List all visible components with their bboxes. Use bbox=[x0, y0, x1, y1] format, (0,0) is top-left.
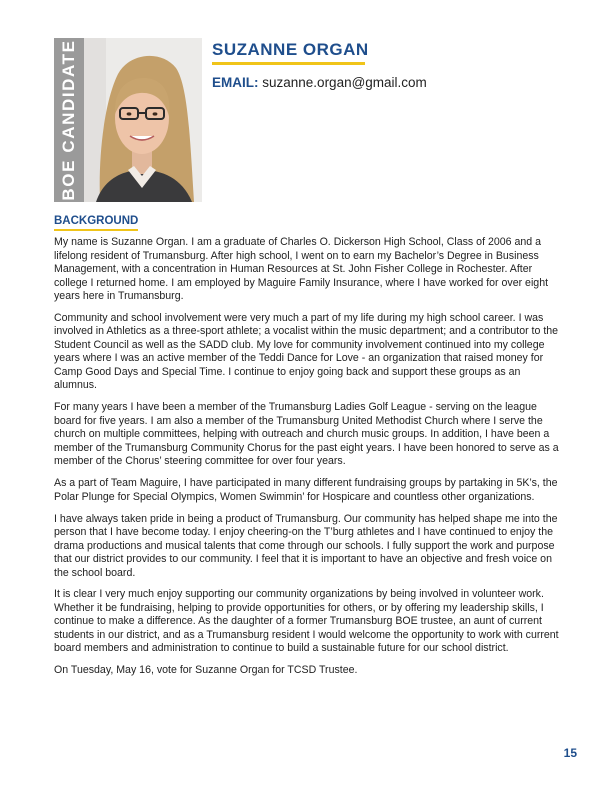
background-paragraph-6: It is clear I very much enjoy supporting our community organizations by being involved in volunteer work. Whether it be fundraising, helping to provide opportunities for others, or by offering my leadership skills, I continue to make a difference. As the daughter of a former Trumansburg BOE trustee, an aunt of current students in our district, and as a Trumansburg resident I would welcome the opportunity to work with current board members and administration to continue to build a sustainable future for our school district. bbox=[54, 588, 559, 655]
background-paragraph-3: For many years I have been a member of the Trumansburg Ladies Golf League - serving on the league board for five years. I am also a member of the Trumansburg United Methodist Church where I serve the church on multiple committees, helping with outreach and church music groups. In addition, I have been a member of the Trumansburg Community Chorus for the past eight years. I have been honored to serve as a member of the Chorus’ steering committee for over four years. bbox=[54, 401, 559, 468]
candidate-side-tab bbox=[54, 38, 84, 202]
page-number: 15 bbox=[563, 746, 577, 760]
background-paragraph-1: My name is Suzanne Organ. I am a graduate of Charles O. Dickerson High School, Class of 2006 and a lifelong resident of Trumansburg. After high school, I went on to earn my Bachelor’s Degree in Business Management, with a concentration in Human Resources at St. John Fisher College in Rochester. After college I returned home. I am employed by Maguire Family Insurance, where I have worked for over eight years here in Trumansburg. bbox=[54, 236, 549, 302]
background-paragraph-7: On Tuesday, May 16, vote for Suzanne Organ for TCSD Trustee. bbox=[54, 664, 358, 677]
background-heading: BACKGROUND bbox=[54, 215, 139, 227]
background-paragraph-2: Community and school involvement were very much a part of my life during my high school career. I was involved in Athletics as a three-sport athlete; a vocalist within the music department; and a contributor to the Student Council as well as the SADD club. My love for community involvement continued into my college years where I was an active member of the Teddi Dance for Love - an organization that raised money for Camp Good Days and Special Time. I continue to enjoy going back and support these groups as an alumnus. bbox=[54, 311, 559, 392]
candidate-tab-label: BOE CANDIDATE bbox=[59, 39, 78, 201]
background-paragraph-4: As a part of Team Maguire, I have participated in many different fundraising groups by partaking in 5K’s, the Polar Plunge for Special Olympics, Women Swimmin’ for Hospicare and countless other organizations. bbox=[54, 477, 558, 503]
background-body bbox=[54, 236, 566, 686]
background-underline bbox=[54, 229, 138, 231]
email-address: suzanne.organ@gmail.com bbox=[262, 75, 427, 90]
email-label: EMAIL: bbox=[212, 75, 259, 90]
candidate-name: SUZANNE ORGAN bbox=[212, 40, 369, 59]
candidate-portrait-image bbox=[84, 38, 202, 202]
name-underline bbox=[212, 62, 365, 65]
email-row bbox=[212, 75, 427, 90]
background-paragraph-5: I have always taken pride in being a product of Trumansburg. Our community has helped shape me into the person that I have become today. I enjoy cheering-on the T’burg athletes and I have continued to enjoy the drama productions and musical talents that come through our schools. I fully support the work and purpose that our district provides to our community. I feel that it is important to have an objective and fresh voice on the school board. bbox=[54, 512, 558, 579]
candidate-photo bbox=[84, 38, 202, 202]
